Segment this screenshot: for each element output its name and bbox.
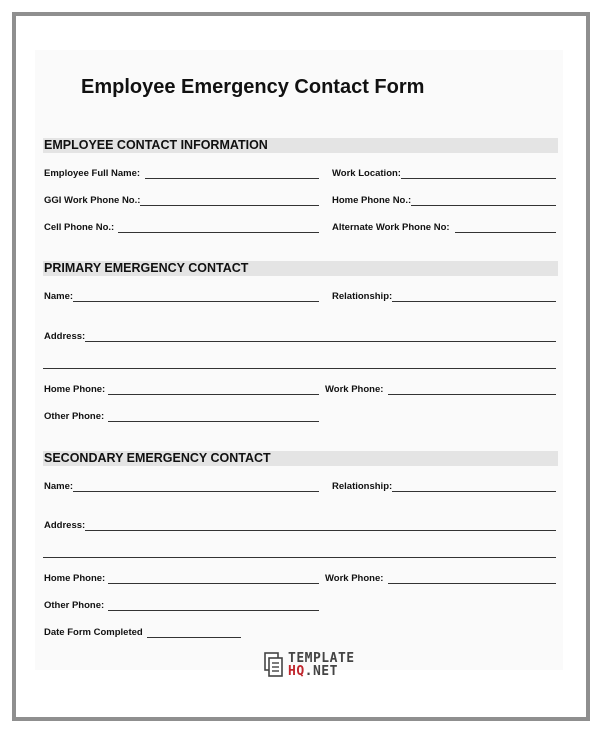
form-title: Employee Emergency Contact Form [81, 76, 425, 98]
field-cell-phone[interactable] [118, 232, 319, 233]
field-primary-address[interactable] [85, 341, 556, 342]
field-secondary-name[interactable] [73, 491, 319, 492]
logo-text-hq-net [288, 664, 338, 679]
field-primary-other-phone[interactable] [108, 421, 319, 422]
label-work-location: Work Location: [332, 168, 401, 179]
label-secondary-relationship: Relationship: [332, 481, 393, 492]
label-cell-phone: Cell Phone No.: [44, 222, 115, 233]
field-home-phone-no[interactable] [411, 205, 556, 206]
field-primary-work-phone[interactable] [388, 394, 556, 395]
field-secondary-other-phone[interactable] [108, 610, 319, 611]
field-work-location[interactable] [401, 178, 556, 179]
label-secondary-work-phone: Work Phone: [325, 573, 384, 584]
label-alternate-work-phone: Alternate Work Phone No: [332, 222, 450, 233]
label-secondary-home-phone: Home Phone: [44, 573, 106, 584]
field-secondary-address-line-2[interactable] [43, 557, 556, 558]
label-primary-name: Name: [44, 291, 74, 302]
section-heading-primary: PRIMARY EMERGENCY CONTACT [43, 261, 558, 276]
field-employee-full-name[interactable] [145, 178, 319, 179]
document-stack-icon [264, 652, 284, 678]
field-primary-address-line-2[interactable] [43, 368, 556, 369]
label-home-phone-no: Home Phone No.: [332, 195, 412, 206]
label-ggi-work-phone: GGI Work Phone No.: [44, 195, 141, 206]
label-secondary-other-phone: Other Phone: [44, 600, 105, 611]
logo-text-template: TEMPLATE [288, 651, 355, 666]
field-primary-home-phone[interactable] [108, 394, 319, 395]
label-employee-full-name: Employee Full Name: [44, 168, 141, 179]
logo-text-net: .NET [304, 664, 338, 679]
label-primary-home-phone: Home Phone: [44, 384, 106, 395]
templatehq-logo [264, 651, 384, 681]
field-secondary-address[interactable] [85, 530, 556, 531]
label-secondary-name: Name: [44, 481, 74, 492]
field-alternate-work-phone[interactable] [455, 232, 556, 233]
field-secondary-work-phone[interactable] [388, 583, 556, 584]
field-date-form-completed[interactable] [147, 637, 241, 638]
label-primary-other-phone: Other Phone: [44, 411, 105, 422]
section-heading-employee: EMPLOYEE CONTACT INFORMATION [43, 138, 558, 153]
label-primary-work-phone: Work Phone: [325, 384, 384, 395]
label-primary-address: Address: [44, 331, 86, 342]
label-secondary-address: Address: [44, 520, 86, 531]
field-ggi-work-phone[interactable] [140, 205, 319, 206]
field-primary-name[interactable] [73, 301, 319, 302]
field-secondary-relationship[interactable] [392, 491, 556, 492]
field-primary-relationship[interactable] [392, 301, 556, 302]
section-heading-secondary: SECONDARY EMERGENCY CONTACT [43, 451, 558, 466]
label-primary-relationship: Relationship: [332, 291, 393, 302]
logo-text-hq: HQ [288, 664, 305, 679]
label-date-form-completed: Date Form Completed [44, 627, 143, 638]
field-secondary-home-phone[interactable] [108, 583, 319, 584]
